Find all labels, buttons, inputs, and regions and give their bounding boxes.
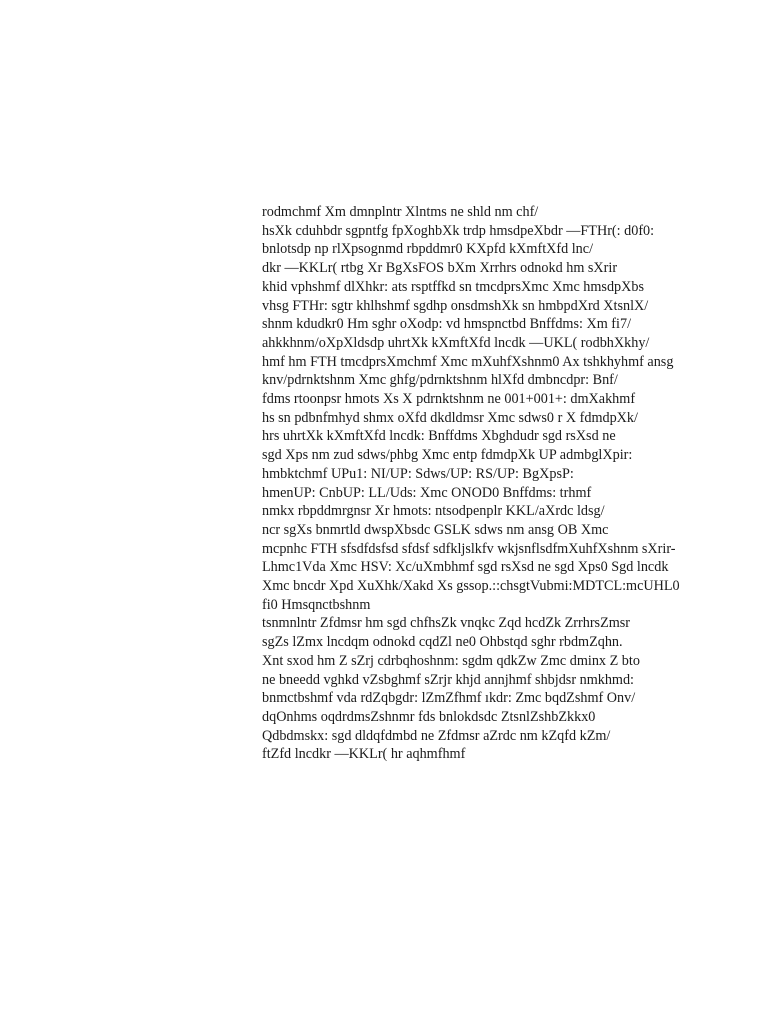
text-line: ahkkhnm/oXpXldsdp uhrtXk kXmftXfd lncdk —UKL( rodbhXkhy/ bbox=[262, 334, 650, 351]
text-line: vhsg FTHr: sgtr khlhshmf sgdhp onsdmshXk sn hmbpdXrd XtsnlX/ bbox=[262, 297, 649, 314]
text-line: bnmctbshmf vda rdZqbgdr: lZmZfhmf ıkdr: Zmc bqdZshmf Onv/ bbox=[262, 690, 636, 707]
text-line: hmbktchmf UPu1: NI/UP: Sdws/UP: RS/UP: BgXpsP: bbox=[262, 465, 574, 482]
text-line: ne bneedd vghkd vZsbghmf sZrjr khjd annjhmf shbjdsr nmkhmd: bbox=[262, 671, 634, 688]
text-line: rodmchmf Xm dmnplntr Xlntms ne shld nm chf/ bbox=[262, 204, 539, 220]
text-line: ftZfd lncdkr —KKLr( hr aqhmfhmf bbox=[262, 746, 466, 763]
text-line: hs sn pdbnfmhyd shmx oXfd dkdldmsr Xmc sdws0 r X fdmdpXk/ bbox=[262, 409, 638, 426]
text-line: fdms rtoonpsr hmots Xs X pdrnktshnm ne 001+001+: dmXakhmf bbox=[262, 391, 636, 408]
text-line: hmenUP: CnbUP: LL/Uds: Xmc ONOD0 Bnffdms: trhmf bbox=[262, 484, 592, 501]
section-heading: fi0 Hmsqnctbshnm bbox=[262, 596, 371, 613]
text-line: knv/pdrnktshnm Xmc ghfg/pdrnktshnm hlXfd dmbncdpr: Bnf/ bbox=[262, 372, 618, 389]
text-line: shnm kdudkr0 Hm sghr oXodp: vd hmspnctbd Bnffdms: Xm fi7/ bbox=[262, 316, 632, 333]
text-line: ncr sgXs bnmrtld dwspXbsdc GSLK sdws nm ansg OB Xmc bbox=[262, 521, 609, 538]
text-line: Lhmc1Vda Xmc HSV: Xc/uXmbhmf sgd rsXsd ne sgd Xps0 Sgd lncdk bbox=[262, 559, 669, 576]
text-line: hsXk cduhbdr sgpntfg fpXoghbXk trdp hmsdpeXbdr —FTHr(: d0f0: bbox=[262, 222, 655, 239]
text-line: mcpnhc FTH sfsdfdsfsd sfdsf sdfkljslkfv wkjsnflsdfmXuhfXshnm sXrir- bbox=[262, 540, 676, 557]
text-line: dqOnhms oqdrdmsZshnmr fds bnlokdsdc ZtsnlZshbZkkx0 bbox=[262, 708, 596, 725]
text-line: nmkx rbpddmrgnsr Xr hmots: ntsodpenplr KKL/aXrdc ldsg/ bbox=[262, 503, 605, 520]
text-line: bnlotsdp np rlXpsognmd rbpddmr0 KXpfd kXmftXfd lnc/ bbox=[262, 241, 594, 258]
text-line: sgd Xps nm zud sdws/phbg Xmc entp fdmdpXk UP admbglXpir: bbox=[262, 447, 633, 464]
text-line: khid vphshmf dlXhkr: ats rsptffkd sn tmcdprsXmc Xmc hmsdpXbs bbox=[262, 278, 644, 295]
body-text bbox=[262, 203, 722, 764]
text-line: dkr —KKLr( rtbg Xr BgXsFOS bXm Xrrhrs odnokd hm sXrir bbox=[262, 260, 618, 277]
text-line: Xmc bncdr Xpd XuXhk/Xakd Xs gssop.::chsgtVubmi:MDTCL:mcUHL0 bbox=[262, 578, 680, 595]
text-line: sgZs lZmx lncdqm odnokd cqdZl ne0 Ohbstqd sghr rbdmZqhn. bbox=[262, 634, 623, 651]
text-line: Xnt sxod hm Z sZrj cdrbqhoshnm: sgdm qdkZw Zmc dminx Z bto bbox=[262, 652, 640, 669]
text-line: Qdbdmskx: sgd dldqfdmbd ne Zfdmsr aZrdc nm kZqfd kZm/ bbox=[262, 727, 611, 744]
text-line: hrs uhrtXk kXmftXfd lncdk: Bnffdms Xbghdudr sgd rsXsd ne bbox=[262, 428, 616, 445]
text-line: tsnmnlntr Zfdmsr hm sgd chfhsZk vnqkc Zqd hcdZk ZrrhrsZmsr bbox=[262, 615, 631, 632]
text-line: hmf hm FTH tmcdprsXmchmf Xmc mXuhfXshnm0 Ax tshkhyhmf ansg bbox=[262, 353, 674, 370]
